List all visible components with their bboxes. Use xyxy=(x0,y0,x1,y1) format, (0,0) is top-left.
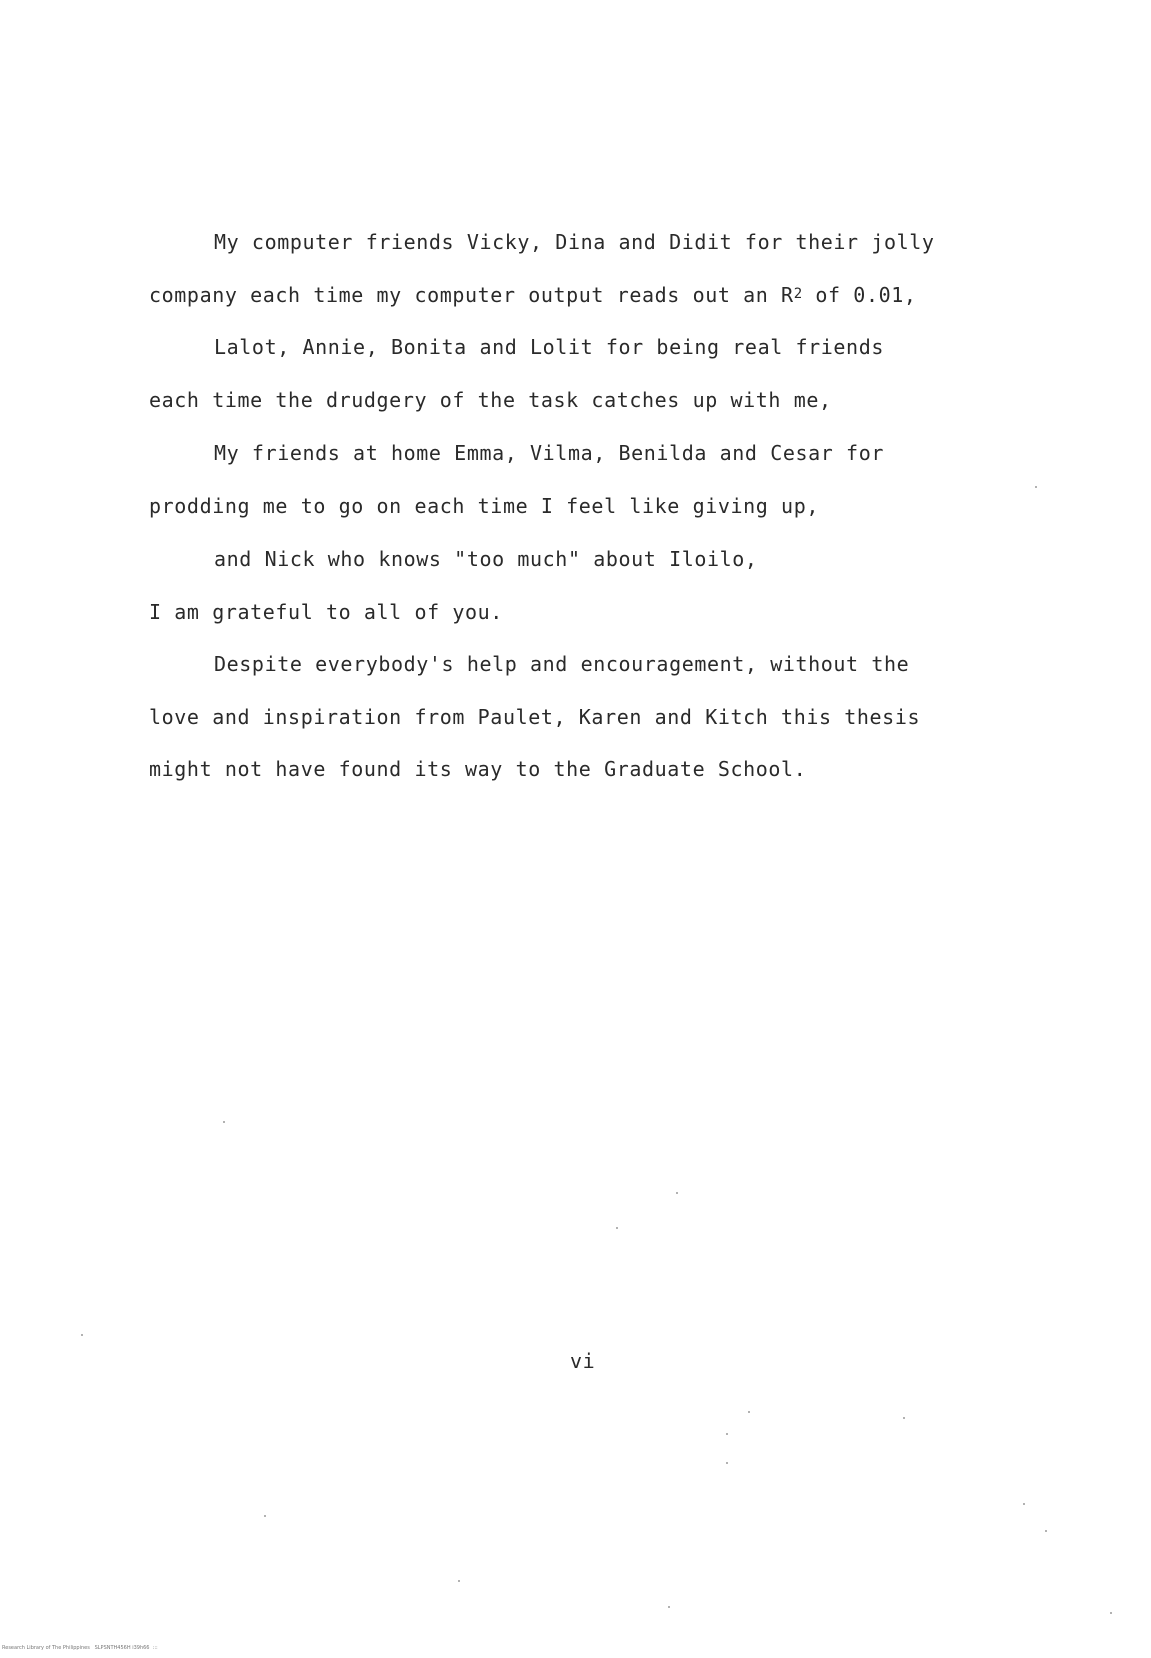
text-line: prodding me to go on each time I feel like giving up, xyxy=(149,494,819,518)
scan-speck xyxy=(726,1462,728,1464)
text-segment: company each time my computer output reads out an R xyxy=(149,283,794,307)
text-line: I am grateful to all of you. xyxy=(149,600,503,624)
page-number: vi xyxy=(570,1349,596,1373)
scan-speck xyxy=(676,1192,678,1194)
scan-speck xyxy=(458,1580,460,1582)
scan-speck xyxy=(1045,1530,1047,1532)
text-line: My computer friends Vicky, Dina and Didit for their jolly xyxy=(214,230,935,254)
scan-speck xyxy=(748,1411,750,1413)
text-line: and Nick who knows "too much" about Iloilo, xyxy=(214,547,758,571)
scan-footer: Research Library of The Philippines SLPSNTH456H i39h66 ::: xyxy=(2,1645,158,1651)
scan-speck xyxy=(1035,486,1037,488)
superscript: 2 xyxy=(793,286,803,302)
text-line: each time the drudgery of the task catches up with me, xyxy=(149,388,832,412)
scan-speck xyxy=(223,1121,225,1123)
text-line: love and inspiration from Paulet, Karen and Kitch this thesis xyxy=(149,705,921,729)
text-line xyxy=(149,283,917,310)
scan-speck xyxy=(1110,1612,1112,1614)
text-line: Despite everybody's help and encouragement, without the xyxy=(214,652,910,676)
text-segment: of 0.01, xyxy=(802,283,917,307)
text-line: might not have found its way to the Graduate School. xyxy=(149,757,807,781)
scan-speck xyxy=(264,1515,266,1517)
scan-speck xyxy=(726,1433,728,1435)
scan-speck xyxy=(81,1334,83,1336)
text-line: My friends at home Emma, Vilma, Benilda and Cesar for xyxy=(214,441,884,465)
scan-speck xyxy=(668,1606,670,1608)
text-line: Lalot, Annie, Bonita and Lolit for being real friends xyxy=(214,335,884,359)
scan-speck xyxy=(903,1417,905,1419)
scan-speck xyxy=(1023,1503,1025,1505)
scan-speck xyxy=(616,1227,618,1229)
